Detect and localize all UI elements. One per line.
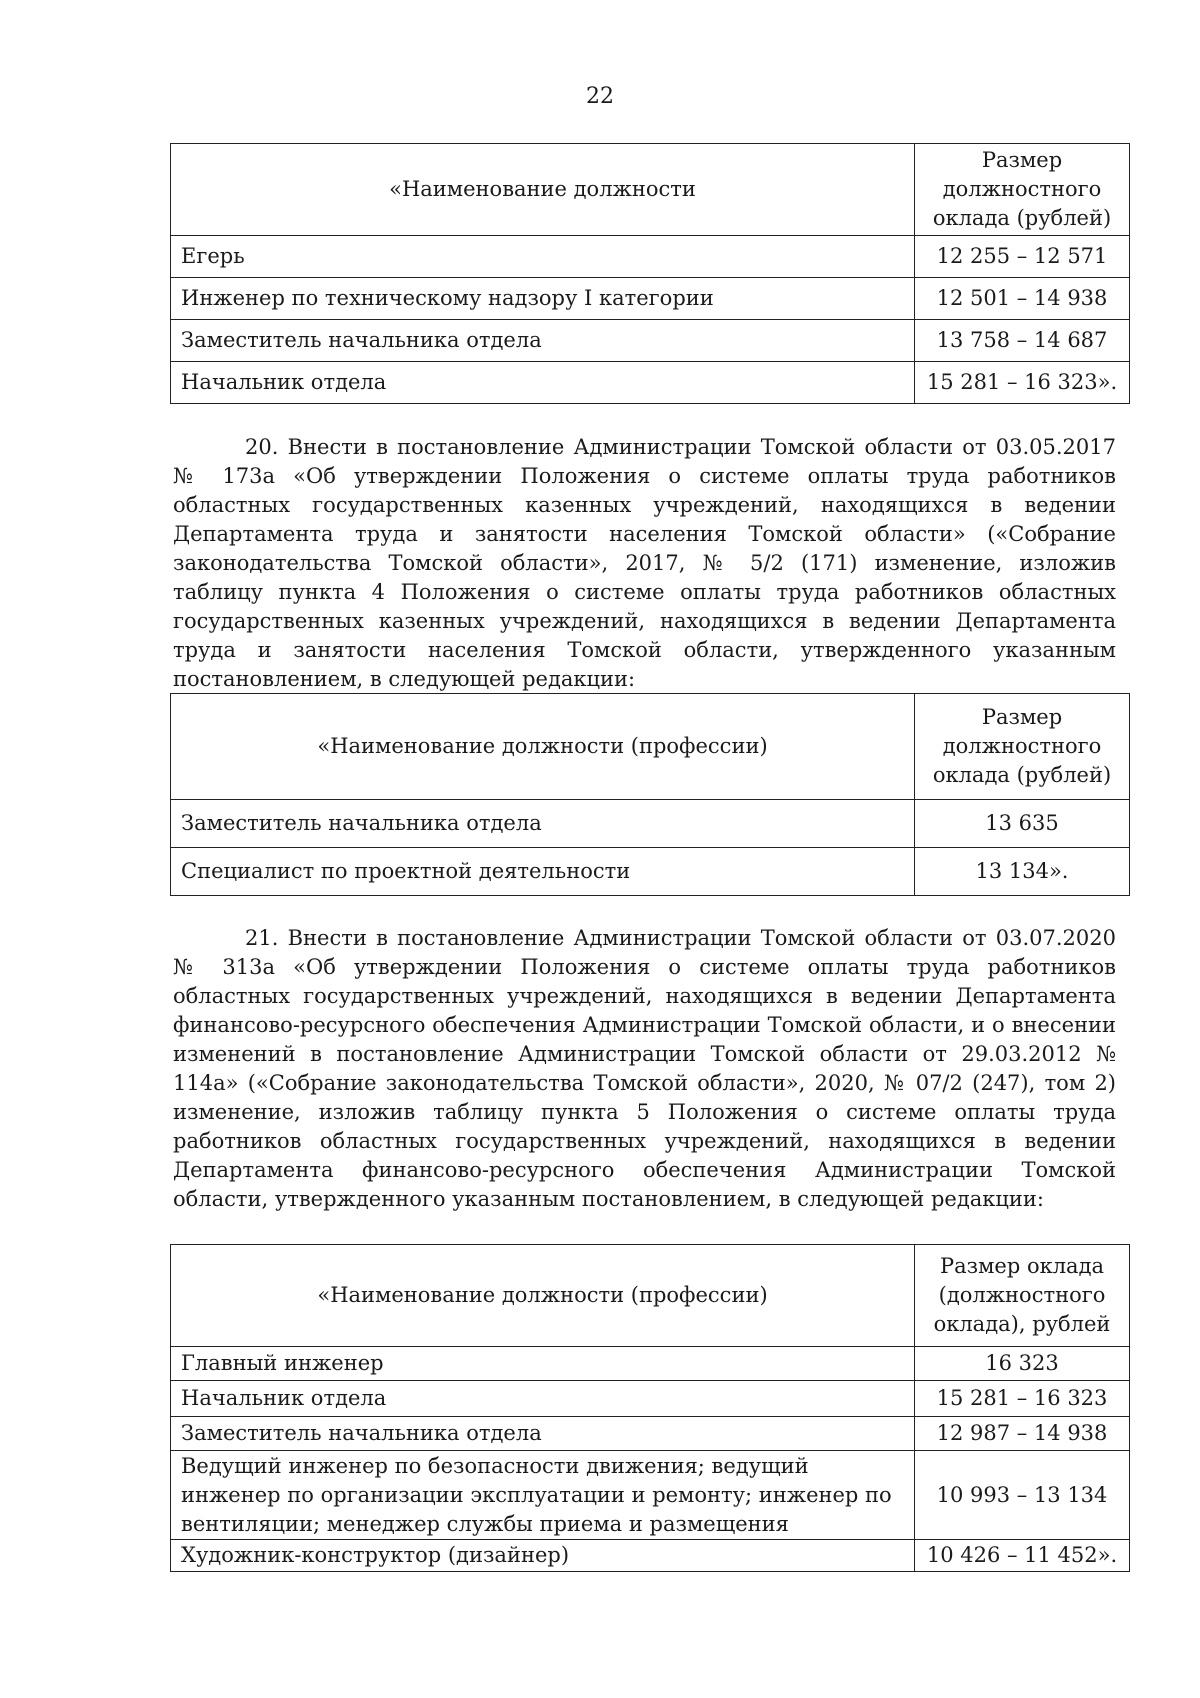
salary-cell: 16 323 [915, 1347, 1130, 1381]
salary-cell: 10 426 – 11 452». [915, 1540, 1130, 1572]
position-cell: Заместитель начальника отдела [171, 800, 915, 848]
table-row [171, 278, 1130, 320]
header-position-name: «Наименование должности (профессии) [171, 694, 915, 800]
table-row [171, 800, 1130, 848]
header-salary: Размер оклада (должностного оклада), рублей [915, 1245, 1130, 1347]
table-row [171, 1451, 1130, 1540]
salary-cell: 15 281 – 16 323». [915, 362, 1130, 404]
salary-cell: 13 134». [915, 848, 1130, 896]
header-salary: Размер должностного оклада (рублей) [915, 144, 1130, 236]
salary-cell: 12 501 – 14 938 [915, 278, 1130, 320]
table-row [171, 1347, 1130, 1381]
salary-cell: 13 758 – 14 687 [915, 320, 1130, 362]
table-row [171, 362, 1130, 404]
salary-table-2 [170, 693, 1130, 896]
salary-cell: 12 255 – 12 571 [915, 236, 1130, 278]
table-row [171, 320, 1130, 362]
table-row [171, 1381, 1130, 1417]
header-salary: Размер должностного оклада (рублей) [915, 694, 1130, 800]
position-cell: Заместитель начальника отдела [171, 320, 915, 362]
position-cell: Специалист по проектной деятельности [171, 848, 915, 896]
salary-cell: 13 635 [915, 800, 1130, 848]
paragraph-20: 20. Внести в постановление Администрации Томской области от 03.05.2017 № 173а «Об утверждении Положения о системе оплаты труда работников областных государственных казенных учреждений, находящихся в ведении Департамента труда и занятости населения Томской области» («Собрание законодательства Томской области», 2017, № 5/2 (171) изменение, изложив таблицу пункта 4 Положения о системе оплаты труда работников областных государственных казенных учреждений, находящихся в ведении Департамента труда и занятости населения Томской области, утвержденного указанным постановлением, в следующей редакции: [173, 435, 1116, 691]
header-position-name: «Наименование должности [171, 144, 915, 236]
position-cell: Главный инженер [171, 1347, 915, 1381]
page-number: 22 [586, 84, 614, 109]
position-cell: Начальник отдела [171, 1381, 915, 1417]
salary-cell: 10 993 – 13 134 [915, 1451, 1130, 1540]
salary-table-1 [170, 143, 1130, 404]
position-cell: Инженер по техническому надзору I категории [171, 278, 915, 320]
table-header-row [171, 694, 1130, 800]
position-cell: Егерь [171, 236, 915, 278]
table-row [171, 236, 1130, 278]
table-header-row [171, 144, 1130, 236]
position-cell: Ведущий инженер по безопасности движения; ведущий инженер по организации эксплуатации и ремонту; инженер по вентиляции; менеджер службы приема и размещения [171, 1451, 915, 1540]
table-row [171, 1540, 1130, 1572]
position-cell: Художник-конструктор (дизайнер) [171, 1540, 915, 1572]
table-row [171, 848, 1130, 896]
table-header-row [171, 1245, 1130, 1347]
salary-cell: 15 281 – 16 323 [915, 1381, 1130, 1417]
position-cell: Начальник отдела [171, 362, 915, 404]
header-position-name: «Наименование должности (профессии) [171, 1245, 915, 1347]
salary-table-3 [170, 1244, 1130, 1572]
salary-cell: 12 987 – 14 938 [915, 1417, 1130, 1451]
paragraph-21: 21. Внести в постановление Администрации Томской области от 03.07.2020 № 313а «Об утверждении Положения о системе оплаты труда работников областных государственных учреждений, находящихся в ведении Департамента финансово-ресурсного обеспечения Администрации Томской области, и о внесении изменений в постановление Администрации Томской области от 29.03.2012 № 114а» («Собрание законодательства Томской области», 2020, № 07/2 (247), том 2) изменение, изложив таблицу пункта 5 Положения о системе оплаты труда работников областных государственных учреждений, находящихся в ведении Департамента финансово-ресурсного обеспечения Администрации Томской области, утвержденного указанным постановлением, в следующей редакции: [173, 926, 1116, 1211]
table-row [171, 1417, 1130, 1451]
position-cell: Заместитель начальника отдела [171, 1417, 915, 1451]
